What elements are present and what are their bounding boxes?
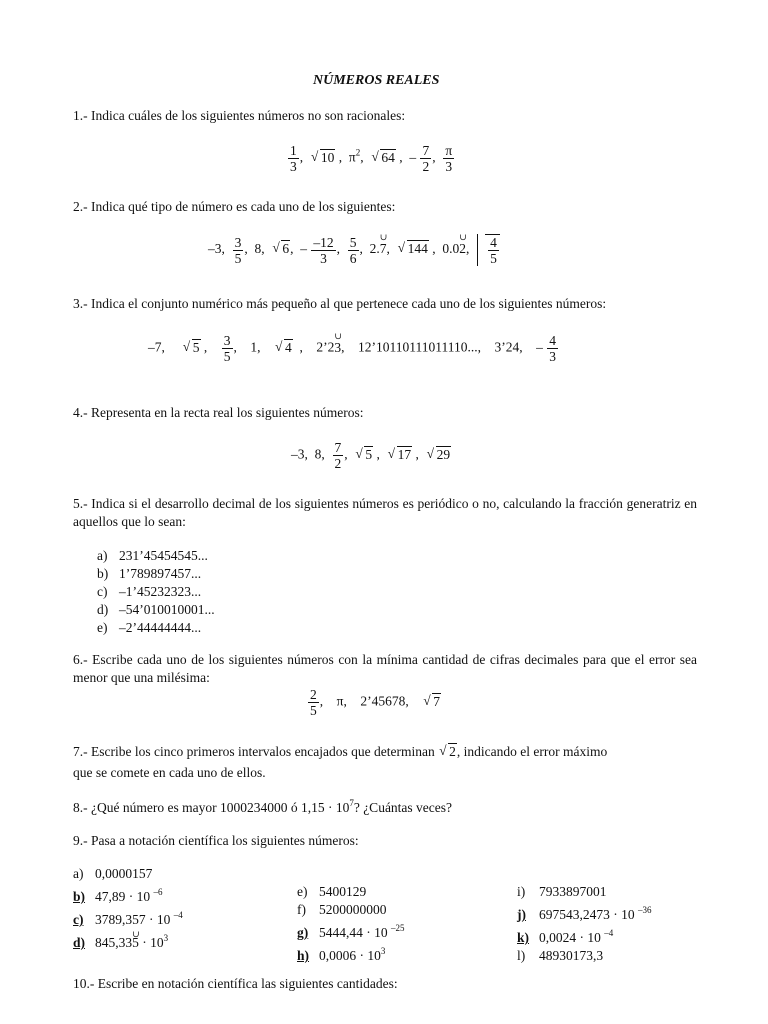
decimal-3-24: 3’24,: [494, 339, 523, 355]
question-1-numbers: $\frac{1}{3}$ , √ 10 , $\pi^2$, √ 64 , – $\frac{7}{2}$ , $\frac{\pi}{3}$: [287, 143, 455, 174]
list-item: b) 47,89 · 10 $^{-6}$: [73, 887, 163, 904]
question-9-text: 9.- Pasa a notación científica los siguientes números:: [73, 833, 359, 848]
question-9-col3: [517, 883, 652, 965]
long-decimal: 12’10110111011110...,: [358, 339, 481, 355]
list-item: l) 48930173,3: [517, 948, 604, 963]
list-item: f) 5200000000: [297, 902, 387, 917]
list-item: i) 7933897001: [517, 884, 607, 899]
question-4-text: 4.- Representa en la recta real los siguientes números:: [73, 405, 364, 420]
question-3-text: 3.- Indica el conjunto numérico más pequeño al que pertenece cada uno de los siguientes números:: [73, 296, 607, 311]
list-item: a) 0,0000157: [73, 866, 153, 881]
page-title: NÚMEROS REALES: [313, 73, 440, 88]
question-2-numbers: –3, $\frac{3}{5}$ , 8, √ 6, – $\frac{-12}{3}$ , $\frac{5}{6}$ , 2.∪ 7, √ 144 , 0.0∪ 2, $\frac{4}{5}$: [208, 234, 500, 266]
question-3-numbers: –7, √ 5 , $\frac{3}{5}$ , 1, √ 4 , 2’2∪ 3, 12’10110111011110..., 3’24, – $\frac{4}{3}$: [148, 333, 559, 364]
list-item: c) –1’45232323...: [97, 584, 202, 599]
list-item: d) 845,33∪ $5 \cdot 10^3$: [73, 929, 183, 952]
decimal-2-45678: 2’45678,: [360, 693, 409, 709]
list-item: d) –54’010010001...: [97, 602, 215, 617]
list-item: j) 697543,2473 · 10 $^{-36}$: [517, 905, 652, 922]
list-item: e) –2’44444444...: [97, 620, 202, 635]
list-item: e) 5400129: [297, 884, 367, 899]
question-7-line1: 7.- Escribe los cinco primeros intervalos encajados que determinan √ 2, indicando el error máximo: [73, 744, 607, 760]
question-8-text: 8.- ¿Qué número es mayor 1000234000 ó $1,15 \cdot 10^7$? ¿Cuántas veces?: [73, 798, 453, 815]
question-6-numbers: $\frac{2}{5}$ , π, 2’45678, √ 7: [307, 687, 441, 718]
question-9-col2: [297, 883, 405, 965]
question-2-text: 2.- Indica qué tipo de número es cada uno de los siguientes:: [73, 199, 396, 214]
question-7-line2: que se comete en cada uno de ellos.: [73, 765, 266, 780]
list-item: k) 0,0024 · 10 $^{-4}$: [517, 928, 614, 945]
question-5-text: 5.- Indica si el desarrollo decimal de los siguientes números es periódico o no, calculando la fracción generatriz en aquellos que lo sean:: [73, 496, 697, 529]
list-item: c) 3789,357 · 10 $^{-4}$: [73, 910, 183, 927]
question-9-col1: [73, 865, 183, 952]
list-item: b) 1’789897457...: [97, 566, 202, 581]
question-4-numbers: –3, 8, $\frac{7}{2}$ , √ 5 , √ 17 , √ 29: [291, 440, 451, 471]
question-6-text: 6.- Escribe cada uno de los siguientes números con la mínima cantidad de cifras decimales para que el error sea menor que una milésima:: [73, 652, 697, 685]
question-5-list: [97, 547, 215, 637]
list-item: a) 231’45454545...: [97, 548, 208, 563]
question-1-text: 1.- Indica cuáles de los siguientes números no son racionales:: [73, 108, 406, 123]
list-item: g) 5444,44 · 10 $^{-25}$: [297, 923, 405, 940]
question-10-text: 10.- Escribe en notación científica las siguientes cantidades:: [73, 976, 398, 991]
list-item: h) $0,0006 \cdot 10^3$: [297, 946, 386, 963]
